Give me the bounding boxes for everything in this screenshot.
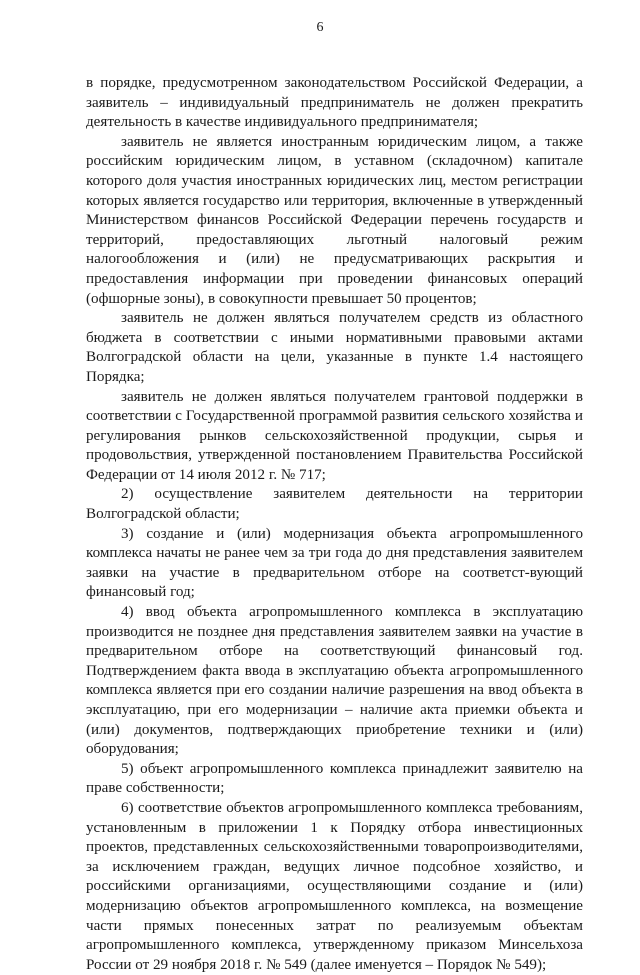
paragraph-foreign-entity: заявитель не является иностранным юридическим лицом, а также российским юридическим лицом, в уставном (складочном) капитале которого доля участия иностранных юридических лиц, местом регистрации которых является государство или территория, включенные в утвержденный Министерством финансов Российской Федерации перечень государств и территорий, предоставляющих льготный налоговый режим налогообложения и (или) не предусматривающих раскрытия и предоставления информации при проведении финансовых операций (офшорные зоны), в совокупности превышает 50 процентов; [86,133,583,307]
paragraph-regional-budget: заявитель не должен являться получателем средств из областного бюджета в соответствии с иными нормативными правовыми актами Волгоградской области на цели, указанные в пункте 1.4 настоящего Порядка; [86,310,583,385]
list-item-6: 6) соответствие объектов агропромышленного комплекса требованиям, установленным в приложении 1 к Порядку отбора инвестиционных проектов, представленных сельскохозяйственными товаропроизводителями, за исключением граждан, ведущих личное подсобное хозяйство, и российскими организациями, осуществляющими создание и (или) модернизацию объектов агропромышленного комплекса, на возмещение части прямых понесенных затрат по реализуемым объектам агропромышленного комплекса, утвержденному приказом Минсельхоза России от 29 ноября 2018 г. № 549 (далее именуется – Порядок № 549); [86,799,583,973]
document-body [86,74,583,975]
list-item-5: 5) объект агропромышленного комплекса принадлежит заявителю на праве собственности; [86,760,583,797]
list-item-2: 2) осуществление заявителем деятельности на территории Волгоградской области; [86,486,583,523]
list-item-4: 4) ввод объекта агропромышленного комплекса в эксплуатацию производится не позднее дня представления заявителем заявки на участие в предварительном отборе на соответствующий финансовый год. Подтверждением факта ввода в эксплуатацию объекта агропромышленного комплекса является при его создании наличие разрешения на ввод объекта в эксплуатацию, при его модернизации – наличие акта приемки объекта и (или) документов, подтверждающих приобретение техники и (или) оборудования; [86,604,583,758]
page-number: 6 [316,20,324,35]
paragraph-grant-support: заявитель не должен являться получателем грантовой поддержки в соответствии с Государственной программой развития сельского хозяйства и регулирования рынков сельскохозяйственной продукции, сырья и продовольствия, утвержденной постановлением Правительства Российской Федерации от 14 июля 2012 г. № 717; [86,388,583,483]
list-item-3: 3) создание и (или) модернизация объекта агропромышленного комплекса начаты не ранее чем за три года до дня представления заявителем заявки на участие в предварительном отборе на соответст-вующий финансовый год; [86,525,583,601]
paragraph-continuation: в порядке, предусмотренном законодательством Российской Федерации, а заявитель – индивидуальный предприниматель не должен прекратить деятельность в качестве индивидуального предпринимателя; [86,75,583,131]
